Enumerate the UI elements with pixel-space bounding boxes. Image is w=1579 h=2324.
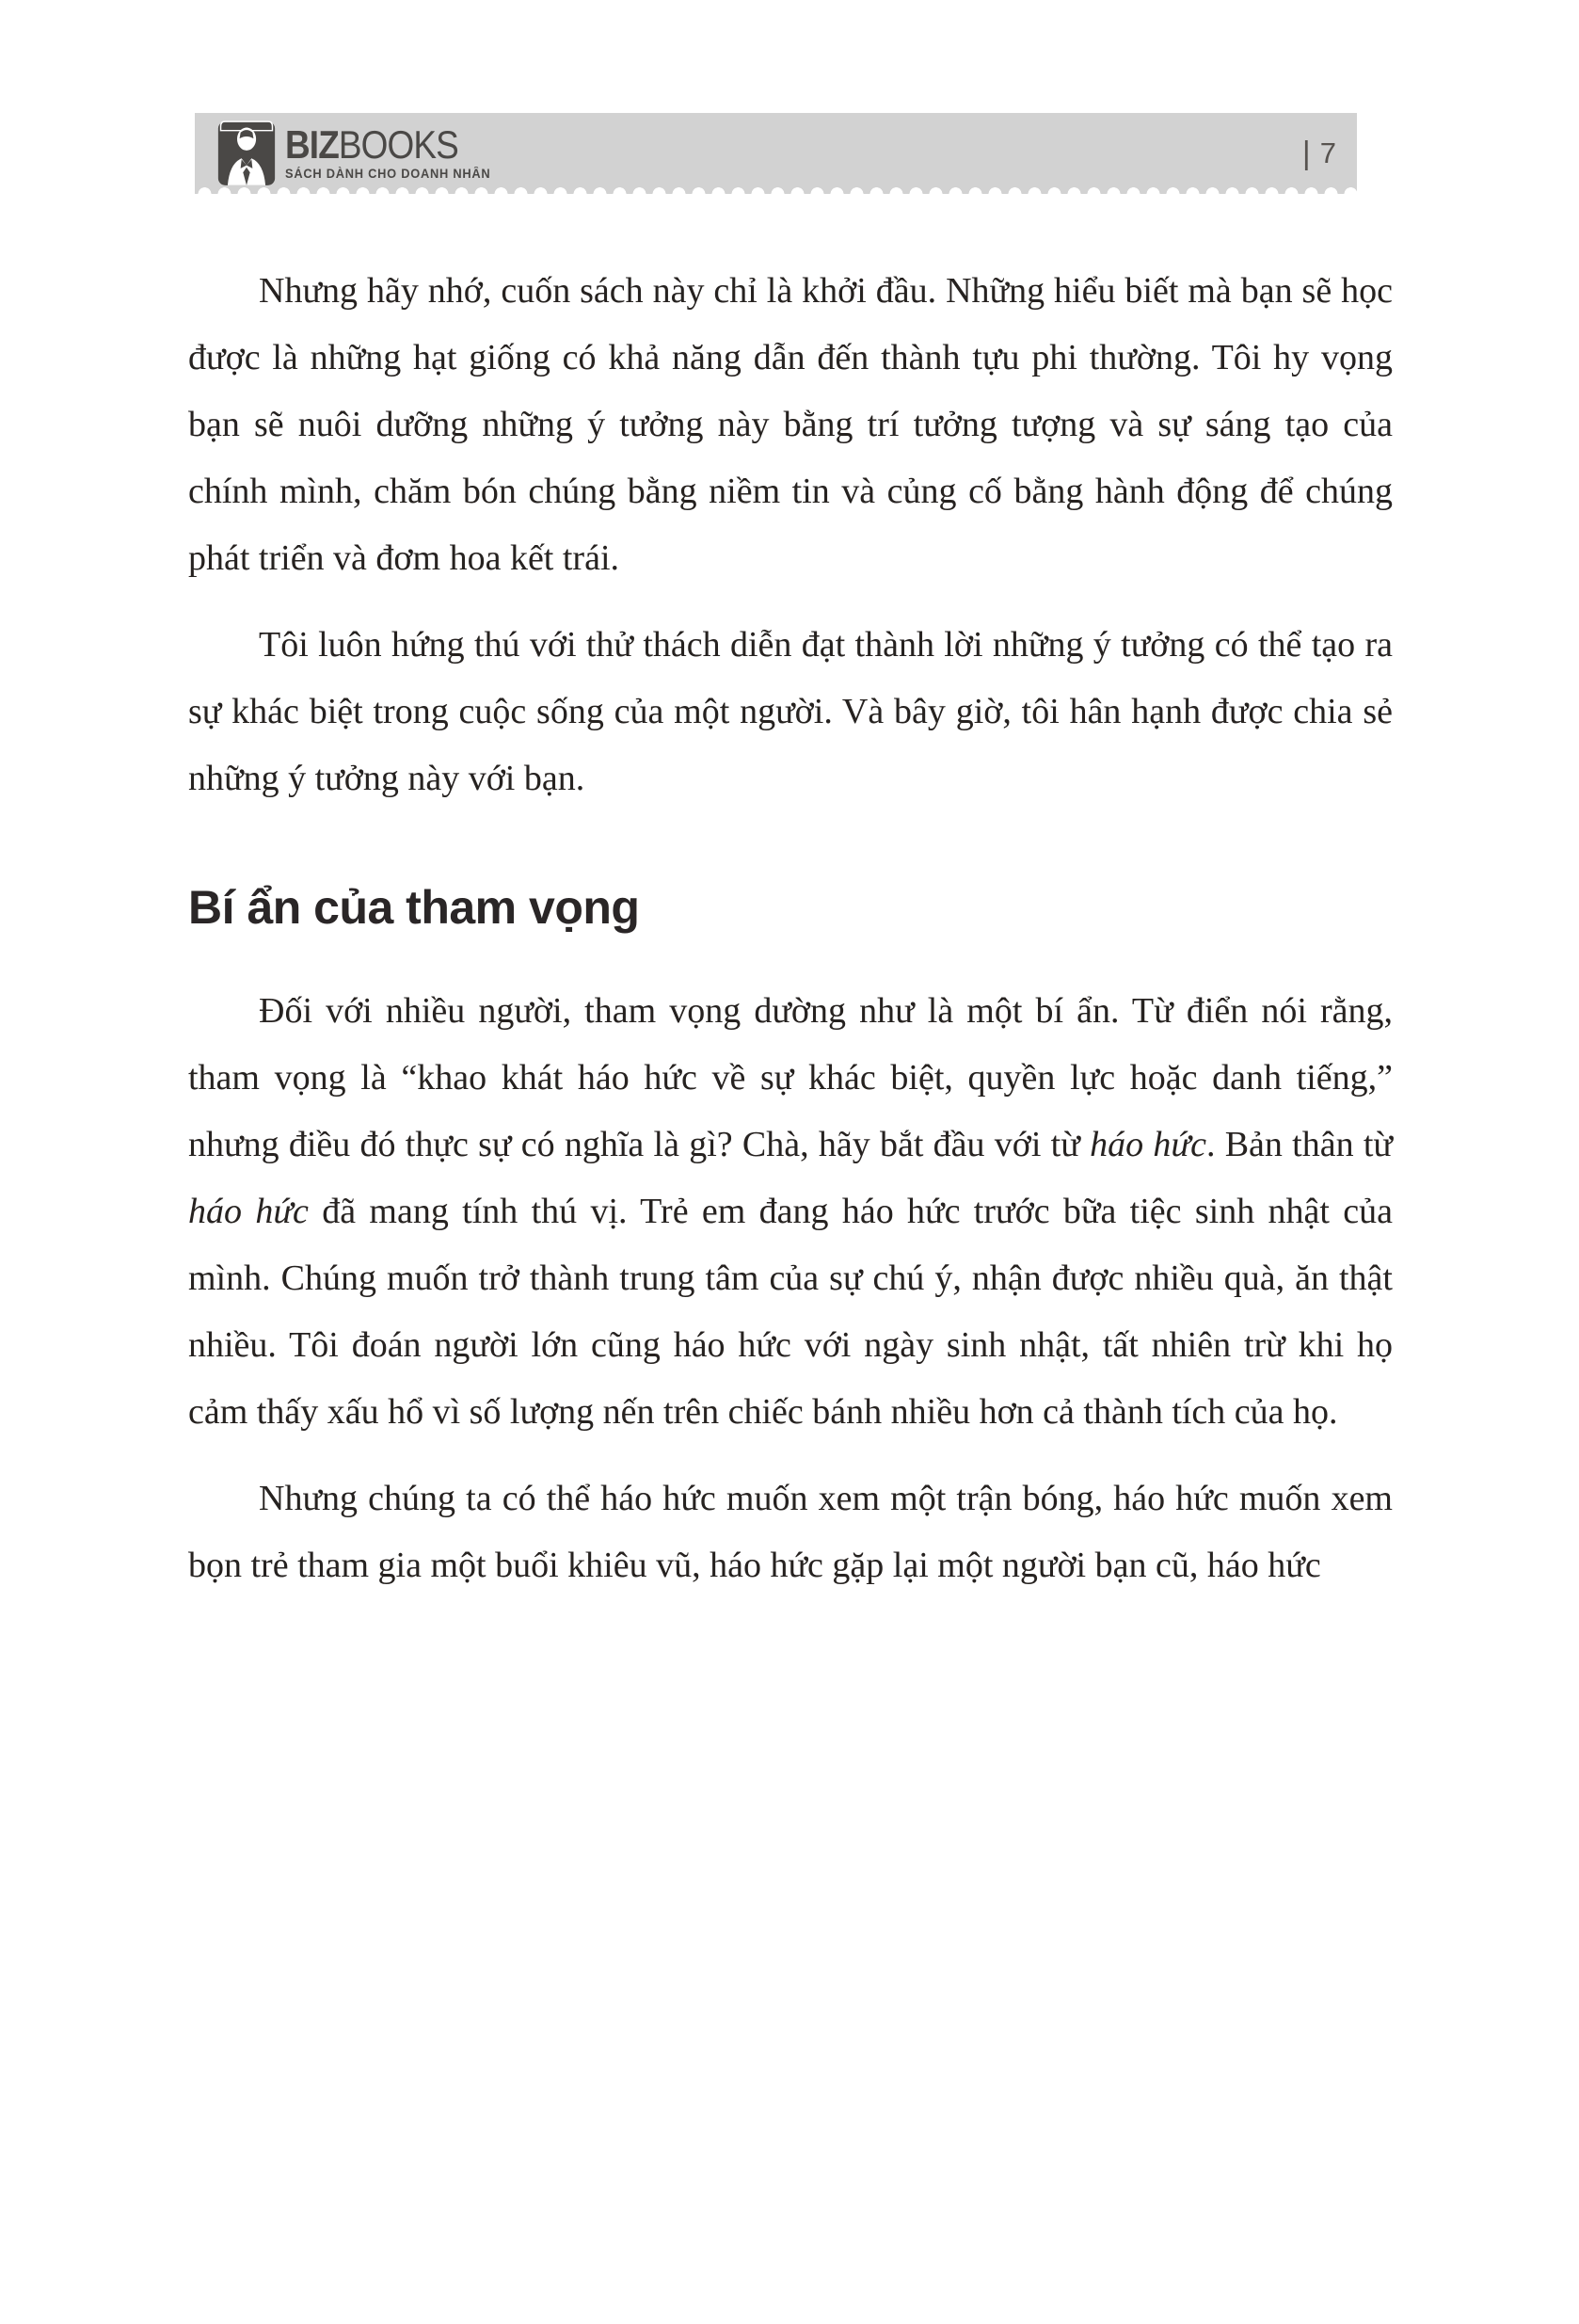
paragraph — [188, 258, 1393, 592]
businessman-book-icon — [215, 119, 278, 188]
brand-name-biz: BIZ — [285, 122, 339, 167]
text-segment: . Bản thân từ — [1205, 1125, 1394, 1164]
paragraph — [188, 978, 1393, 1446]
text-segment: Đối với nhiều người, tham vọng dường như là một bí ẩn. Từ điển nói rằng, tham vọng là “khao khát háo hức về sự khác biệt, quyền lực hoặc danh tiếng,” nhưng điều đó thực sự có nghĩa là gì? Chà, hãy bắt đầu với từ — [188, 991, 1393, 1164]
publisher-logo — [215, 119, 502, 188]
text-segment: Tôi luôn hứng thú với thử thách diễn đạt thành lời những ý tưởng có thể tạo ra sự khác biệt trong cuộc sống của một người. Và bây giờ, tôi hân hạnh được chia sẻ những ý tưởng này với bạn. — [188, 625, 1393, 798]
brand-text — [285, 124, 502, 183]
italic-text: háo hức — [1090, 1125, 1206, 1164]
brand-tagline: SÁCH DÀNH CHO DOANH NHÂN — [285, 167, 491, 181]
text-segment: Nhưng hãy nhớ, cuốn sách này chỉ là khởi đầu. Những hiểu biết mà bạn sẽ học được là những hạt giống có khả năng dẫn đến thành tựu phi thường. Tôi hy vọng bạn sẽ nuôi dưỡng những ý tưởng này bằng trí tưởng tượng và sự sáng tạo của chính mình, chăm bón chúng bằng niềm tin và củng cố bằng hành động để chúng phát triển và đơm hoa kết trái. — [188, 271, 1393, 578]
page-number-value: 7 — [1319, 136, 1336, 169]
page-header — [195, 113, 1357, 194]
perforated-edge — [195, 184, 1357, 194]
paragraph — [188, 612, 1393, 812]
page-content — [188, 194, 1393, 1619]
paragraph — [188, 1466, 1393, 1599]
brand-wordmark — [285, 124, 475, 166]
text-segment: đã mang tính thú vị. Trẻ em đang háo hức trước bữa tiệc sinh nhật của mình. Chúng muốn trở thành trung tâm của sự chú ý, nhận được nhiều quà, ăn thật nhiều. Tôi đoán người lớn cũng háo hức với ngày sinh nhật, tất nhiên trừ khi họ cảm thấy xấu hổ vì số lượng nến trên chiếc bánh nhiều hơn cả thành tích của họ. — [188, 1192, 1393, 1432]
page-number — [1302, 113, 1336, 194]
section-heading: Bí ẩn của tham vọng — [188, 881, 640, 934]
text-segment: Nhưng chúng ta có thể háo hức muốn xem một trận bóng, háo hức muốn xem bọn trẻ tham gia một buổi khiêu vũ, háo hức gặp lại một người bạn cũ, háo hức — [188, 1479, 1393, 1585]
italic-text: háo hức — [188, 1192, 309, 1231]
brand-name-books: BOOKS — [338, 122, 458, 167]
page-number-separator: | — [1301, 135, 1311, 171]
